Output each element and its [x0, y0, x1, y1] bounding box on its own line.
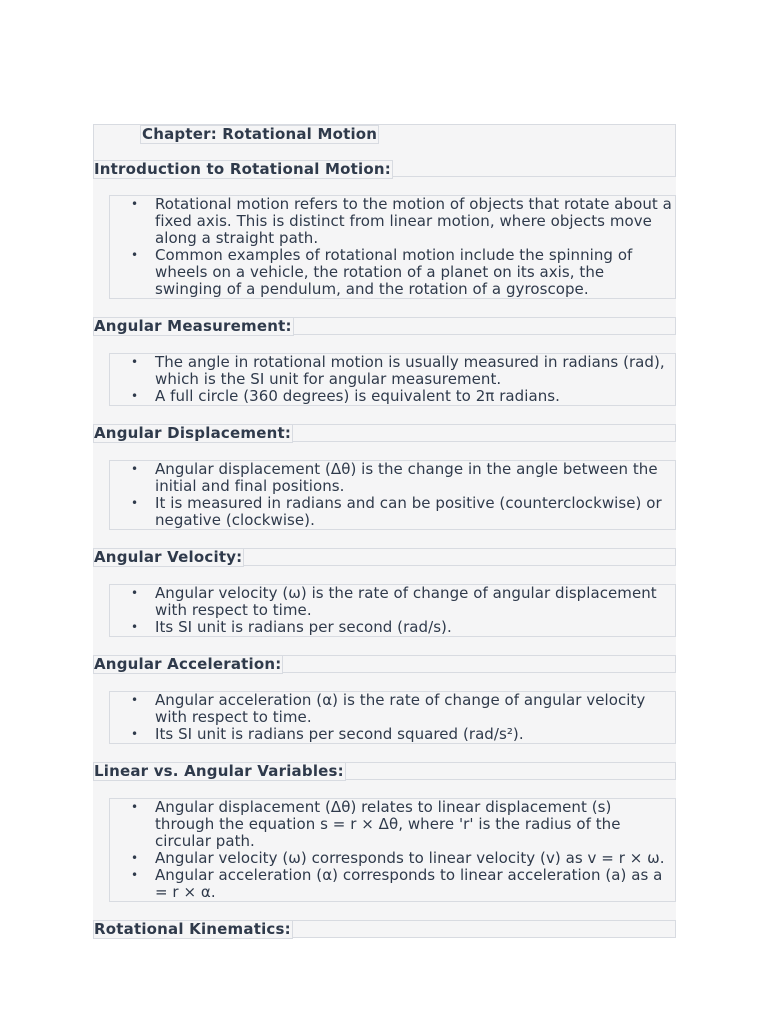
list-item: • Angular acceleration (α) is the rate of change of angular velocity with respect to time. [155, 692, 675, 726]
spacer [93, 744, 676, 762]
section-heading-linear-vs-angular-row [93, 762, 676, 780]
section-heading-angular-displacement: Angular Displacement: [94, 424, 292, 442]
section-list-angular-displacement [109, 460, 676, 530]
list-item: • The angle in rotational motion is usually measured in radians (rad), which is the SI unit for angular measurement. [155, 354, 675, 388]
list-item: • Angular displacement (Δθ) is the change in the angle between the initial and final positions. [155, 461, 675, 495]
section-heading-angular-velocity-row [93, 548, 676, 566]
spacer [93, 566, 676, 584]
list-item: • A full circle (360 degrees) is equivalent to 2π radians. [155, 388, 675, 405]
section-heading-angular-velocity: Angular Velocity: [94, 548, 243, 566]
section-heading-angular-measurement: Angular Measurement: [94, 317, 292, 335]
spacer [93, 902, 676, 920]
spacer [93, 442, 676, 460]
spacer [93, 673, 676, 691]
section-heading-rotational-kinematics: Rotational Kinematics: [94, 920, 291, 938]
spacer [93, 530, 676, 548]
document-page [93, 124, 676, 938]
section-list-linear-vs-angular [109, 798, 676, 902]
spacer [93, 406, 676, 424]
section-heading-angular-displacement-row [93, 424, 676, 442]
section-list-angular-measurement [109, 353, 676, 406]
list-item: • Angular velocity (ω) is the rate of change of angular displacement with respect to time. [155, 585, 675, 619]
list-item: • Rotational motion refers to the motion of objects that rotate about a fixed axis. This is distinct from linear motion, where objects move along a straight path. [155, 196, 675, 247]
section-list-introduction [109, 195, 676, 299]
section-heading-angular-acceleration-row [93, 655, 676, 673]
list-item: • Angular velocity (ω) corresponds to linear velocity (v) as v = r × ω. [155, 850, 675, 867]
section-heading-linear-vs-angular: Linear vs. Angular Variables: [94, 762, 344, 780]
chapter-title: Chapter: Rotational Motion [142, 125, 378, 143]
list-item: • Its SI unit is radians per second squared (rad/s²). [155, 726, 675, 743]
list-item: • Common examples of rotational motion include the spinning of wheels on a vehicle, the rotation of a planet on its axis, the swinging of a pendulum, and the rotation of a gyroscope. [155, 247, 675, 298]
list-item: • Angular acceleration (α) corresponds to linear acceleration (a) as a = r × α. [155, 867, 675, 901]
list-item: • Angular displacement (Δθ) relates to linear displacement (s) through the equation s = r × Δθ, where 'r' is the radius of the circular path. [155, 799, 675, 850]
section-heading-introduction: Introduction to Rotational Motion: [94, 160, 391, 178]
title-block [93, 124, 676, 177]
spacer [93, 299, 676, 317]
spacer [93, 335, 676, 353]
spacer [93, 780, 676, 798]
section-heading-rotational-kinematics-row [93, 920, 676, 938]
section-list-angular-velocity [109, 584, 676, 637]
spacer [93, 177, 676, 195]
list-item: • It is measured in radians and can be positive (counterclockwise) or negative (clockwise). [155, 495, 675, 529]
section-heading-angular-acceleration: Angular Acceleration: [94, 655, 282, 673]
section-list-angular-acceleration [109, 691, 676, 744]
list-item: • Its SI unit is radians per second (rad/s). [155, 619, 675, 636]
spacer [93, 637, 676, 655]
section-heading-angular-measurement-row [93, 317, 676, 335]
